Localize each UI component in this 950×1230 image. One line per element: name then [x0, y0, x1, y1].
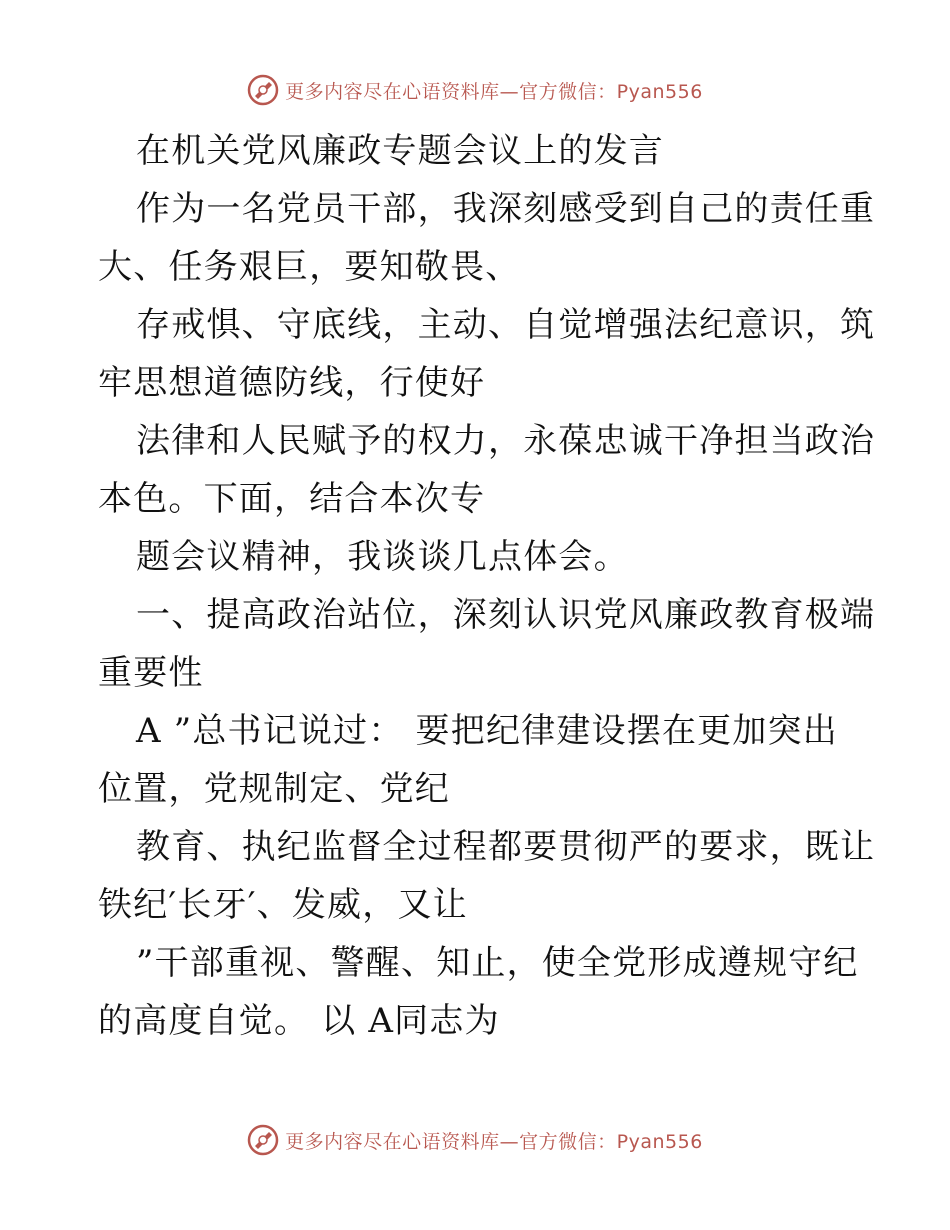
red-seal-logo-icon [247, 74, 279, 106]
text-line: A ”总书记说过： 要把纪律建设摆在更加突出 [136, 711, 838, 751]
text-line: 作为一名党员干部，我深刻感受到自己的责任重 [136, 189, 876, 229]
text-line: 牢思想道德防线，行使好 [98, 363, 486, 403]
text-line: 的高度自觉。 以 A同志为 [98, 1001, 500, 1041]
document-title: 在机关党风廉政专题会议上的发言 [136, 131, 664, 171]
text-line: 铁纪′长牙′、发威，又让 [98, 885, 468, 925]
top-watermark [0, 70, 950, 110]
text-line: 本色。下面，结合本次专 [98, 479, 486, 519]
text-line: 题会议精神，我谈谈几点体会。 [136, 537, 629, 577]
text-line: 大、任务艰巨，要知敬畏、 [98, 247, 521, 287]
text-line: 存戒惧、守底线，主动、自觉增强法纪意识，筑 [136, 305, 876, 345]
text-line: 重要性 [98, 653, 204, 693]
text-line: 位置，党规制定、党纪 [98, 769, 450, 809]
watermark-text: 更多内容尽在心语资料库—官方微信：Pyan556 [285, 1130, 703, 1153]
bottom-watermark [0, 1120, 950, 1160]
text-line: ”干部重视、警醒、知止，使全党形成遵规守纪 [136, 943, 859, 983]
document-body [98, 122, 876, 1050]
text-line: 一、提高政治站位，深刻认识党风廉政教育极端 [136, 595, 876, 635]
red-seal-logo-icon [247, 1124, 279, 1156]
text-line: 法律和人民赋予的权力，永葆忠诚干净担当政治 [136, 421, 876, 461]
watermark-text: 更多内容尽在心语资料库—官方微信：Pyan556 [285, 80, 703, 103]
text-line: 教育、执纪监督全过程都要贯彻严的要求，既让 [136, 827, 876, 867]
